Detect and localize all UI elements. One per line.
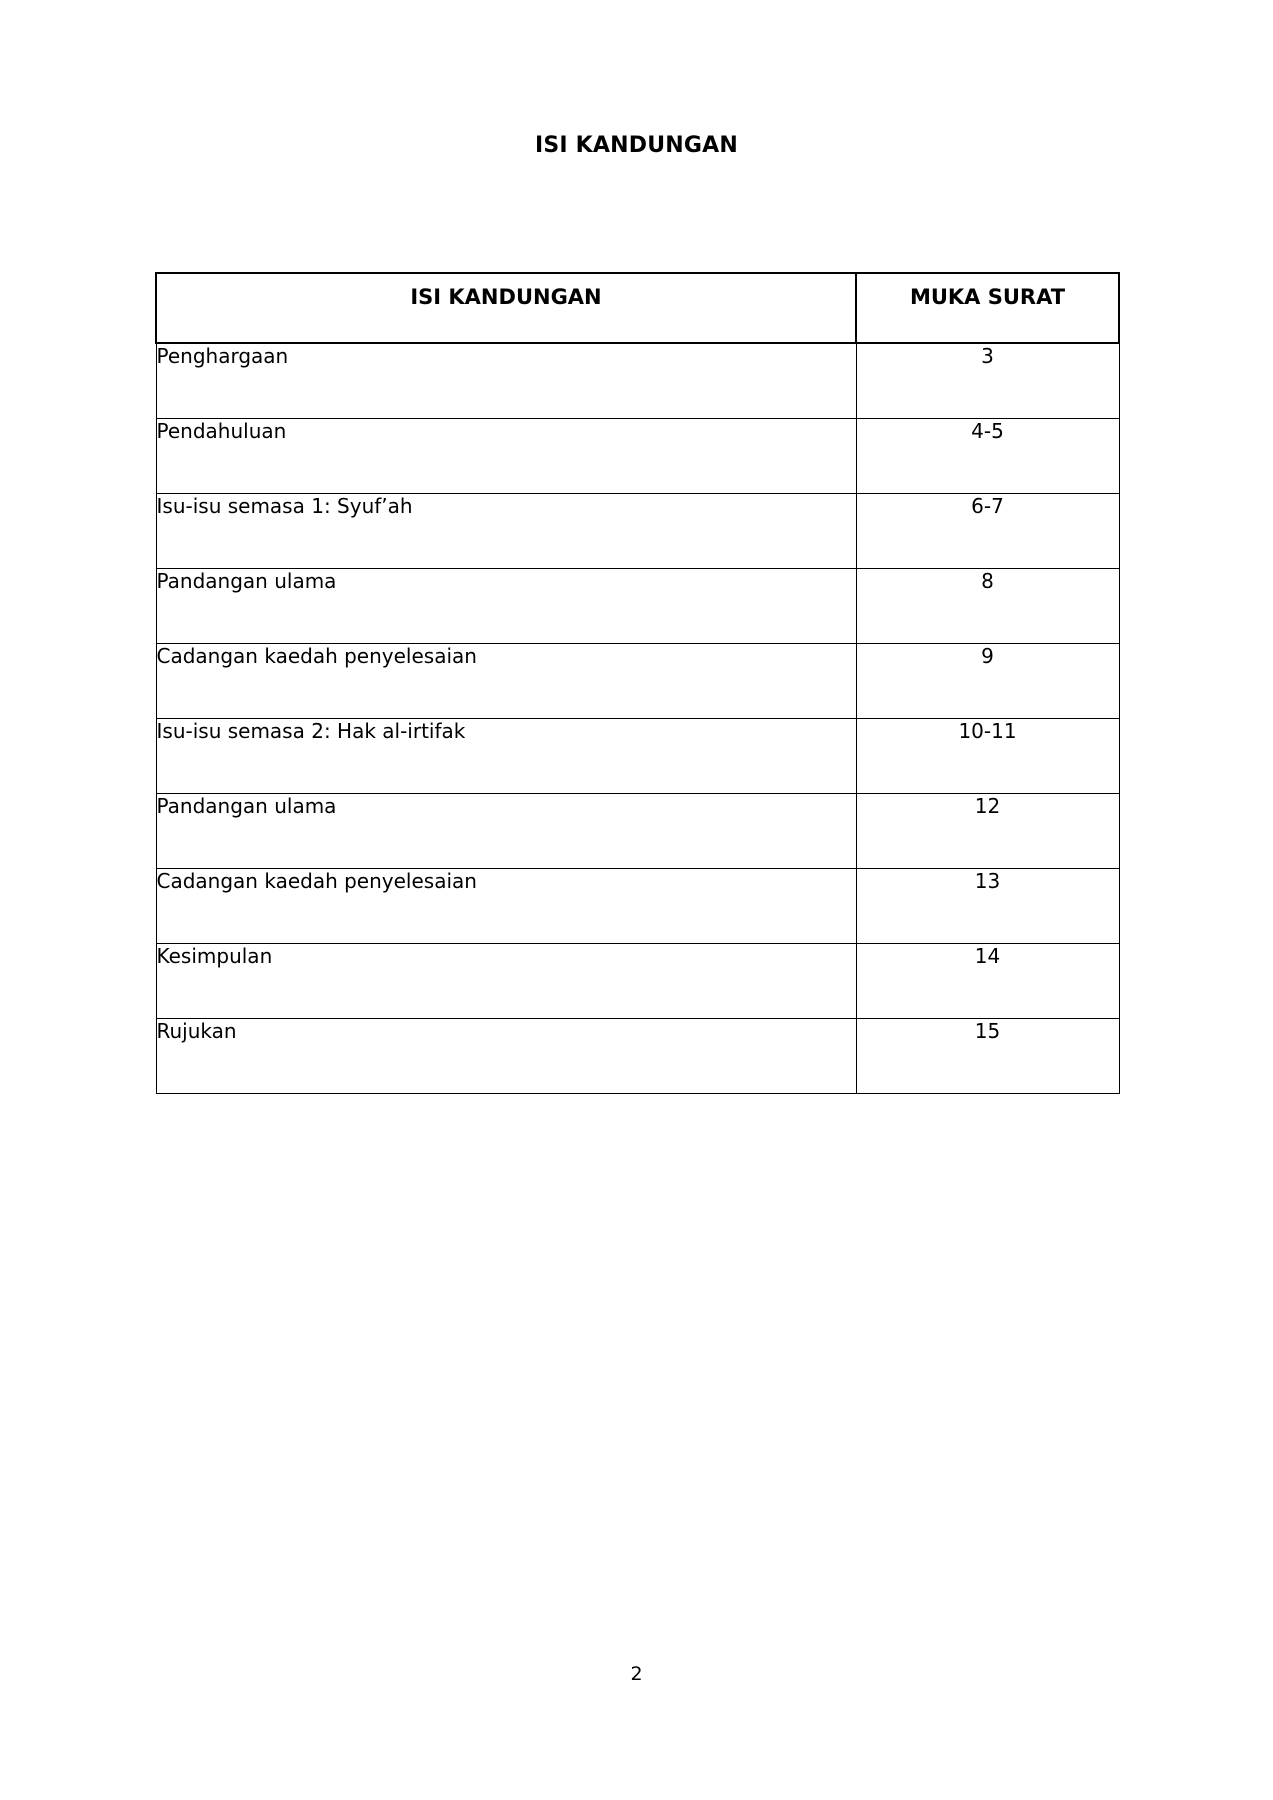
toc-entry-page-number: 6-7 — [856, 493, 1119, 568]
table-row — [156, 568, 1119, 643]
column-header-page: MUKA SURAT — [856, 273, 1119, 343]
toc-entry-title: Isu-isu semasa 1: Syuf’ah — [156, 493, 856, 568]
table-row — [156, 643, 1119, 718]
table-row — [156, 793, 1119, 868]
table-row — [156, 1018, 1119, 1093]
column-header-item: ISI KANDUNGAN — [156, 273, 856, 343]
table-row — [156, 868, 1119, 943]
toc-entry-page-number: 12 — [856, 793, 1119, 868]
toc-entry-title: Kesimpulan — [156, 943, 856, 1018]
toc-entry-page-number: 9 — [856, 643, 1119, 718]
table-row — [156, 943, 1119, 1018]
toc-entry-title: Pandangan ulama — [156, 793, 856, 868]
table-row — [156, 343, 1119, 418]
table-header — [156, 273, 1119, 343]
toc-entry-page-number: 10-11 — [856, 718, 1119, 793]
toc-entry-title: Pendahuluan — [156, 418, 856, 493]
toc-entry-title: Cadangan kaedah penyelesaian — [156, 868, 856, 943]
footer-page-number: 2 — [630, 1663, 643, 1685]
page-title: ISI KANDUNGAN — [535, 133, 738, 158]
table-row — [156, 718, 1119, 793]
table-body — [156, 343, 1119, 1093]
toc-entry-title: Isu-isu semasa 2: Hak al-irtifak — [156, 718, 856, 793]
toc-entry-page-number: 3 — [856, 343, 1119, 418]
toc-entry-page-number: 13 — [856, 868, 1119, 943]
table-row — [156, 493, 1119, 568]
toc-entry-title: Penghargaan — [156, 343, 856, 418]
toc-entry-title: Rujukan — [156, 1018, 856, 1093]
toc-entry-page-number: 14 — [856, 943, 1119, 1018]
table-of-contents — [155, 272, 1120, 1094]
toc-entry-page-number: 8 — [856, 568, 1119, 643]
toc-entry-page-number: 15 — [856, 1018, 1119, 1093]
table-header-row — [156, 273, 1119, 343]
toc-entry-title: Pandangan ulama — [156, 568, 856, 643]
table-row — [156, 418, 1119, 493]
toc-entry-title: Cadangan kaedah penyelesaian — [156, 643, 856, 718]
toc-entry-page-number: 4-5 — [856, 418, 1119, 493]
